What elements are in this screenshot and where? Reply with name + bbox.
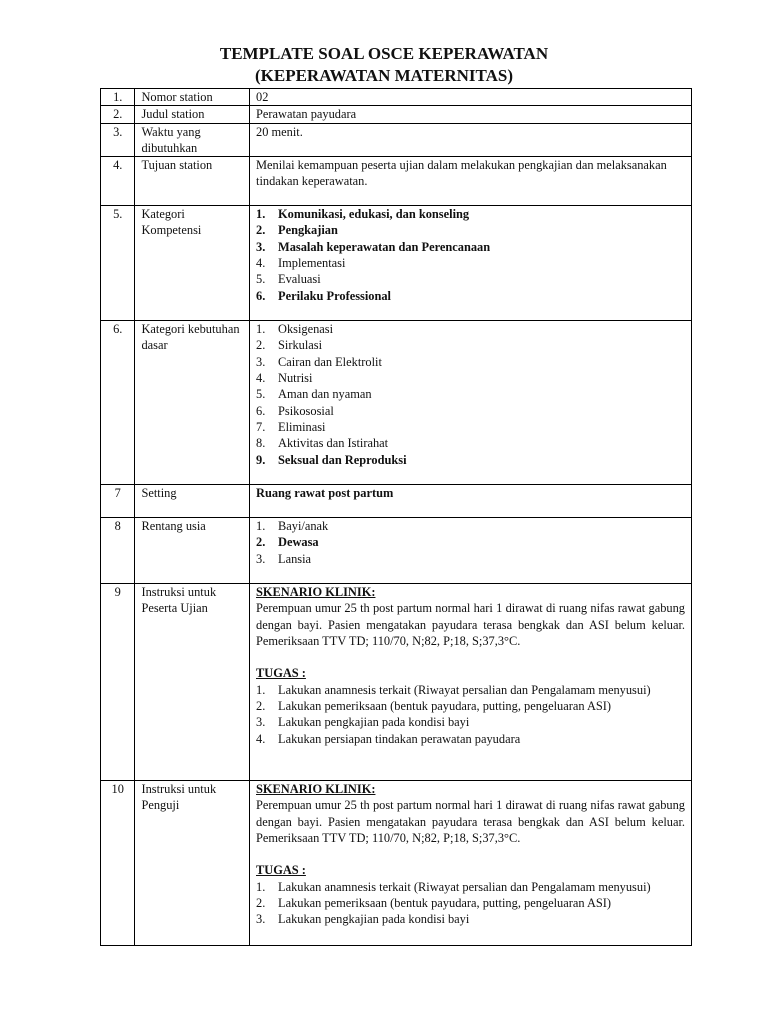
- list-item: 6. Perilaku Professional: [256, 288, 392, 303]
- row-value: 20 menit.: [250, 123, 692, 157]
- list-item: 9. Seksual dan Reproduksi: [256, 452, 407, 467]
- list-item: 5. Evaluasi: [256, 272, 321, 287]
- list-item: 7. Eliminasi: [256, 419, 326, 434]
- row-number: 1.: [101, 89, 135, 106]
- row-label: Setting: [135, 485, 250, 518]
- row-number: 7: [101, 485, 135, 518]
- row-label: Waktu yang dibutuhkan: [135, 123, 250, 157]
- row-label: Kategori Kompetensi: [135, 206, 250, 321]
- list-item: 3. Lansia: [256, 551, 312, 566]
- row-value: [250, 781, 692, 946]
- list-item: 6. Psikososial: [256, 403, 334, 418]
- table-row: [101, 89, 692, 106]
- row-number: 2.: [101, 106, 135, 123]
- row-value: [250, 321, 692, 485]
- basic-needs-list: [256, 321, 685, 468]
- scenario-heading: SKENARIO KLINIK:: [256, 782, 376, 797]
- list-item: 4. Implementasi: [256, 256, 346, 271]
- row-label: Nomor station: [135, 89, 250, 106]
- row-label: Kategori kebutuhan dasar: [135, 321, 250, 485]
- row-number: 9: [101, 584, 135, 781]
- table-row: [101, 584, 692, 781]
- row-number: 10: [101, 781, 135, 946]
- list-item: 1. Lakukan anamnesis terkait (Riwayat persalian dan Pengalamam menyusui): [256, 682, 651, 697]
- list-item: 2. Dewasa: [256, 535, 319, 550]
- list-item: 2. Pengkajian: [256, 223, 338, 238]
- row-label: Instruksi untuk Penguji: [135, 781, 250, 946]
- task-list: [256, 682, 685, 747]
- list-item: 3. Cairan dan Elektrolit: [256, 354, 382, 369]
- competency-list: [256, 206, 685, 304]
- age-range-list: [256, 518, 685, 567]
- list-item: 3. Masalah keperawatan dan Perencanaan: [256, 239, 491, 254]
- table-row: [101, 485, 692, 518]
- table-row: [101, 518, 692, 584]
- list-item: 2. Lakukan pemeriksaan (bentuk payudara, putting, pengeluaran ASI): [256, 895, 612, 910]
- row-value: 02: [250, 89, 692, 106]
- list-item: 4. Lakukan persiapan tindakan perawatan payudara: [256, 731, 521, 746]
- list-item: 1. Lakukan anamnesis terkait (Riwayat persalian dan Pengalamam menyusui): [256, 879, 651, 894]
- list-item: 2. Lakukan pemeriksaan (bentuk payudara, putting, pengeluaran ASI): [256, 698, 612, 713]
- list-item: 3. Lakukan pengkajian pada kondisi bayi: [256, 715, 470, 730]
- task-heading: TUGAS :: [256, 666, 306, 681]
- row-number: 6.: [101, 321, 135, 485]
- row-number: 5.: [101, 206, 135, 321]
- list-item: 4. Nutrisi: [256, 371, 313, 386]
- document-title: [0, 43, 768, 87]
- list-item: 2. Sirkulasi: [256, 338, 323, 353]
- row-label: Instruksi untuk Peserta Ujian: [135, 584, 250, 781]
- row-value: [250, 206, 692, 321]
- row-value: Ruang rawat post partum: [250, 485, 692, 518]
- row-number: 4.: [101, 157, 135, 206]
- scenario-text: Perempuan umur 25 th post partum normal hari 1 dirawat di ruang nifas rawat gabung dengan bayi. Pasien mengatakan payudara terasa bengkak dan ASI belum keluar. Pemeriksaan TTV TD; 110/70, N;82, P;18, S;37,3°C.: [256, 798, 685, 846]
- row-value: [250, 518, 692, 584]
- scenario-heading: SKENARIO KLINIK:: [256, 585, 376, 600]
- list-item: 3. Lakukan pengkajian pada kondisi bayi: [256, 912, 470, 927]
- list-item: 1. Oksigenasi: [256, 322, 334, 337]
- list-item: 1. Bayi/anak: [256, 519, 329, 534]
- osce-template-table: [100, 88, 692, 946]
- table-row: [101, 206, 692, 321]
- task-heading: TUGAS :: [256, 863, 306, 878]
- list-item: 1. Komunikasi, edukasi, dan konseling: [256, 207, 470, 222]
- scenario-text: Perempuan umur 25 th post partum normal hari 1 dirawat di ruang nifas rawat gabung dengan bayi. Pasien mengatakan payudara terasa bengkak dan ASI belum keluar. Pemeriksaan TTV TD; 110/70, N;82, P;18, S;37,3°C.: [256, 601, 685, 649]
- table-row: [101, 157, 692, 206]
- task-list: [256, 879, 685, 928]
- list-item: 5. Aman dan nyaman: [256, 387, 372, 402]
- table-row: [101, 781, 692, 946]
- row-number: 3.: [101, 123, 135, 157]
- table-row: [101, 123, 692, 157]
- table-row: [101, 321, 692, 485]
- row-label: Judul station: [135, 106, 250, 123]
- title-line-2: (KEPERAWATAN MATERNITAS): [254, 66, 513, 85]
- row-number: 8: [101, 518, 135, 584]
- row-value: Menilai kemampuan peserta ujian dalam melakukan pengkajian dan melaksanakan tindakan keperawatan.: [250, 157, 692, 206]
- title-line-1: TEMPLATE SOAL OSCE KEPERAWATAN: [219, 44, 549, 63]
- list-item: 8. Aktivitas dan Istirahat: [256, 436, 389, 451]
- row-label: Rentang usia: [135, 518, 250, 584]
- row-value: [250, 584, 692, 781]
- table-row: [101, 106, 692, 123]
- row-value: Perawatan payudara: [250, 106, 692, 123]
- row-label: Tujuan station: [135, 157, 250, 206]
